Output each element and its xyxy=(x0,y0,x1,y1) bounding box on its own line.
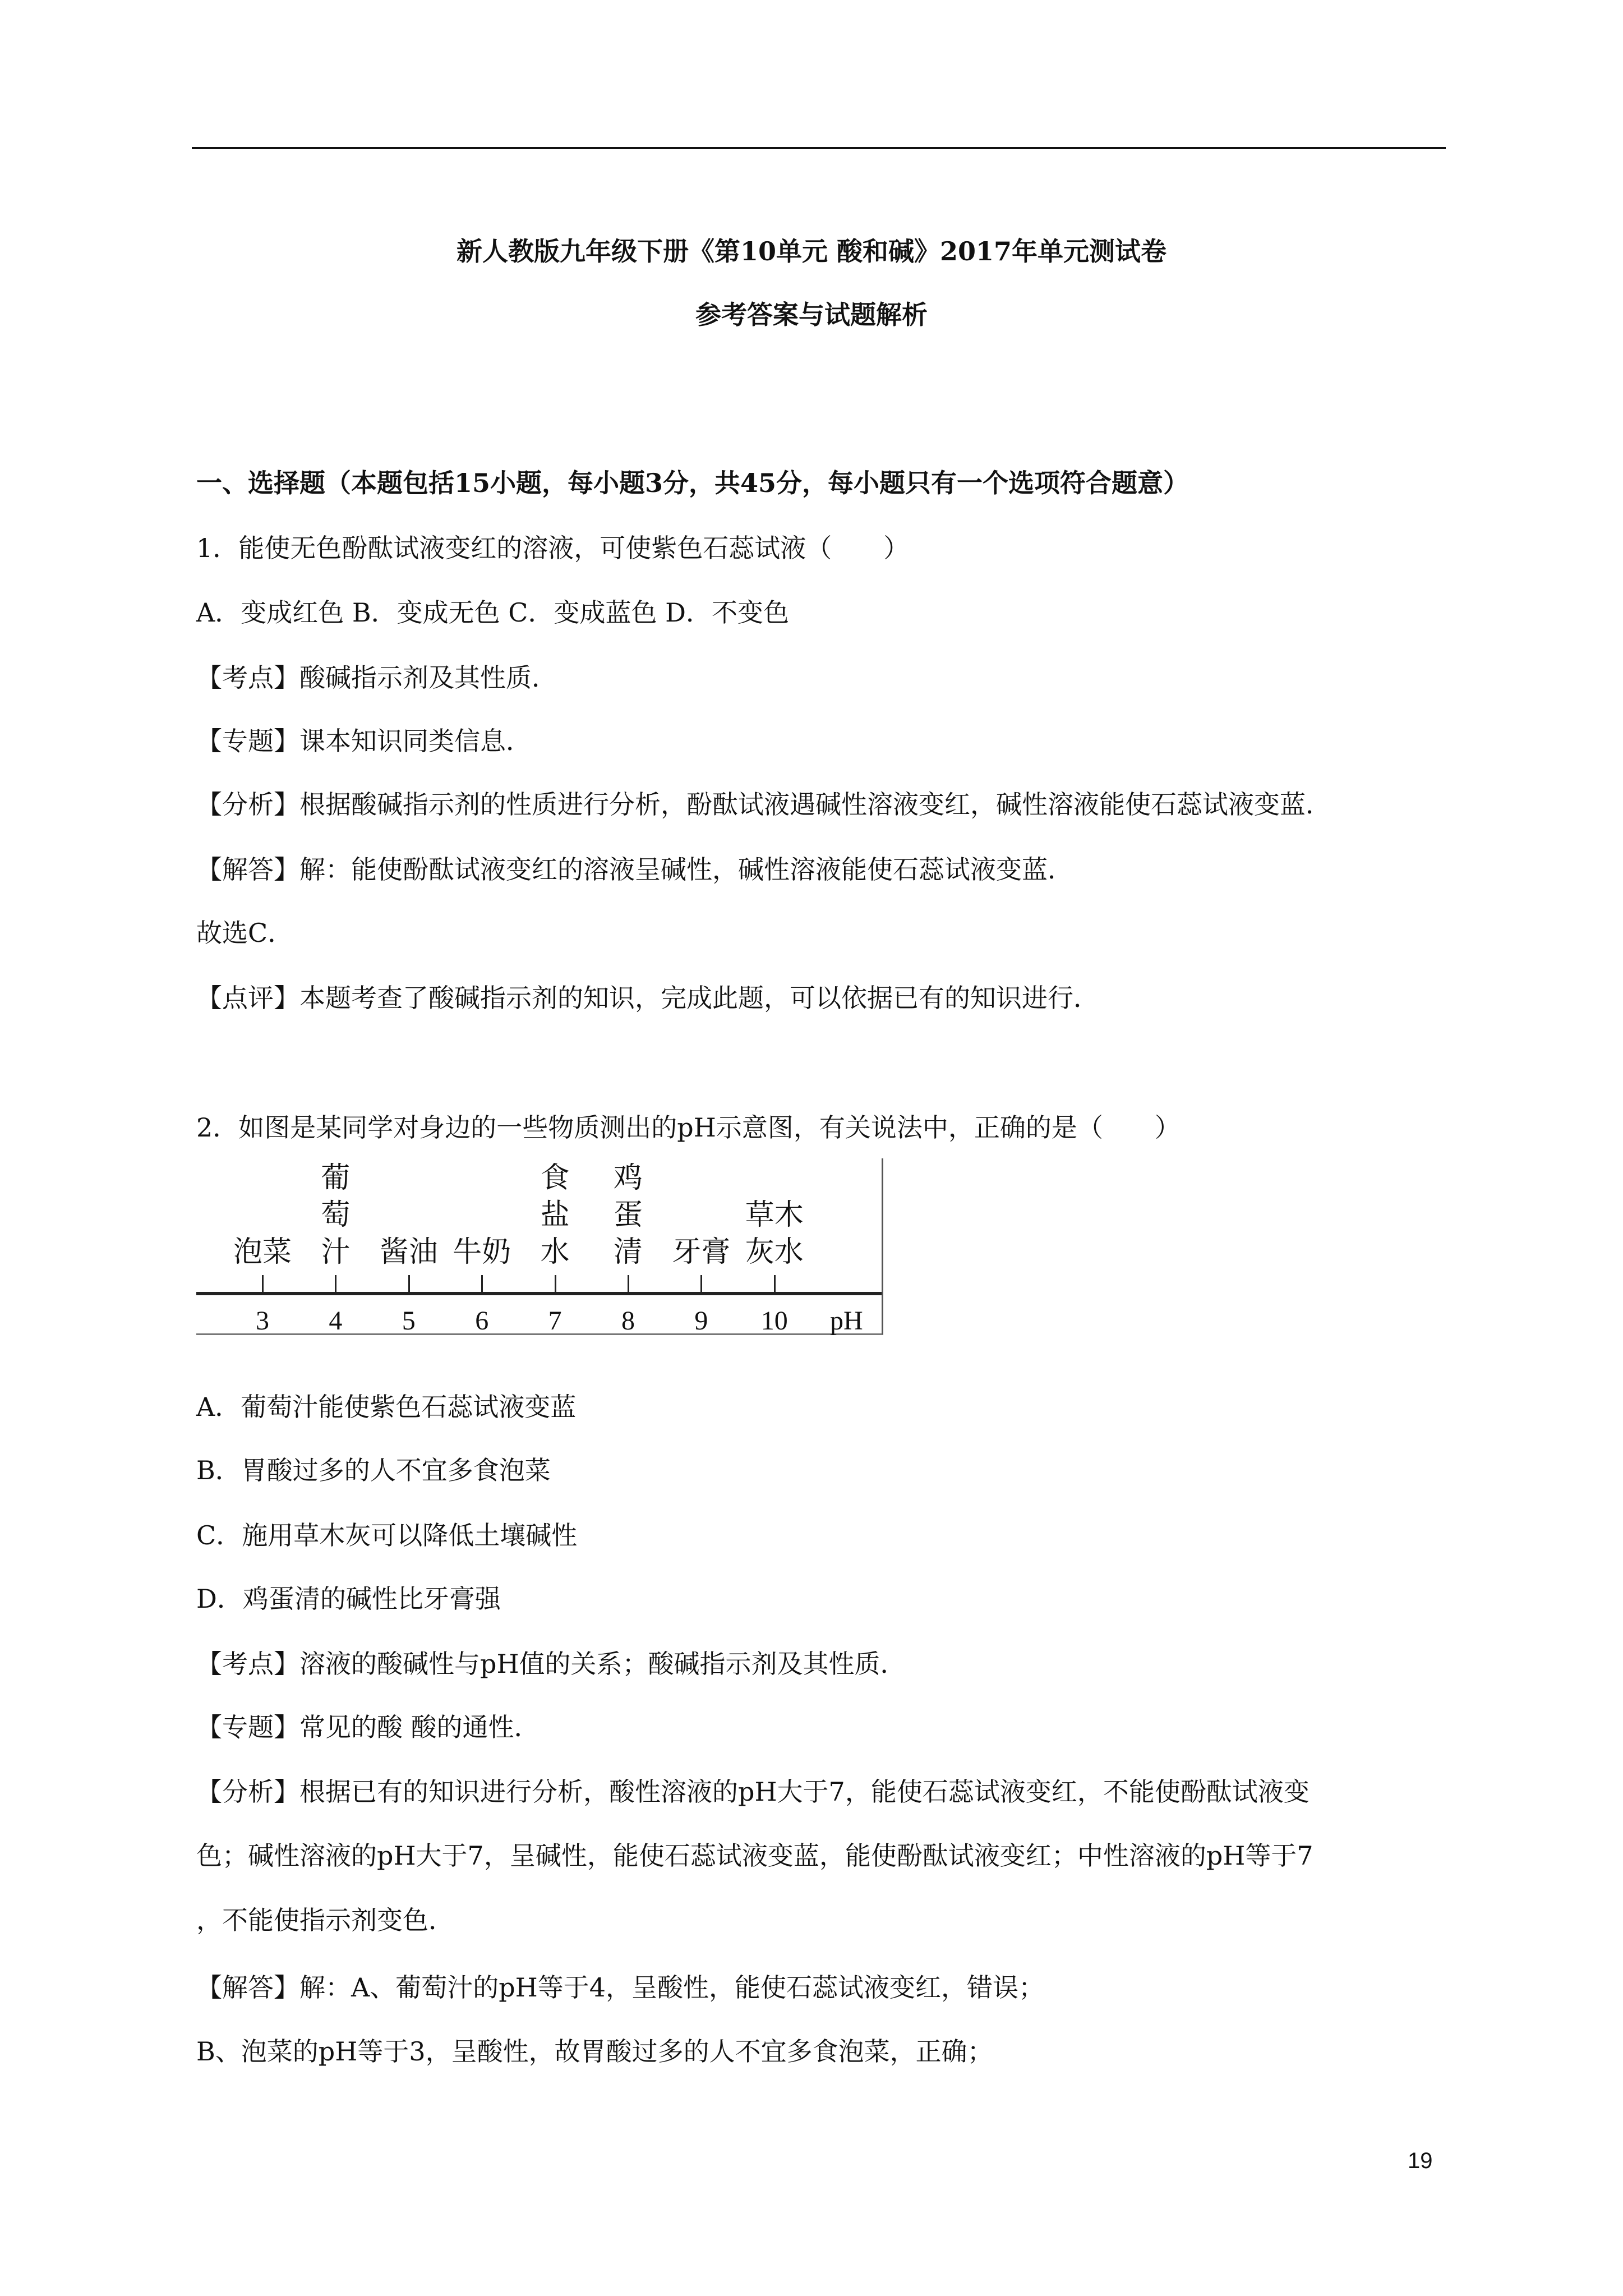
q2-option-d: D．鸡蛋清的碱性比牙膏强 xyxy=(196,1584,501,1614)
q2-jieda-line2: B、泡菜的pH等于3，呈酸性，故胃酸过多的人不宜多食泡菜，正确； xyxy=(196,2036,993,2067)
q2-option-b: B．胃酸过多的人不宜多食泡菜 xyxy=(196,1455,551,1485)
header-rule xyxy=(192,147,1446,149)
ph-substance-label xyxy=(614,1159,643,1271)
q1-fenxi: 【分析】根据酸碱指示剂的性质进行分析，酚酞试液遇碱性溶液变红，碱性溶液能使石蕊试液变蓝． xyxy=(196,789,1331,820)
ph-substance-label-line: 清 xyxy=(613,1235,643,1269)
ph-substance-label-line: 鸡 xyxy=(613,1161,643,1195)
ph-substance-label-line: 牙膏 xyxy=(672,1235,731,1269)
ph-tick-label: 5 xyxy=(402,1306,416,1336)
q2-option-c: C．施用草木灰可以降低土壤碱性 xyxy=(196,1520,578,1550)
ph-tick xyxy=(774,1275,776,1293)
q1-answer: 故选C． xyxy=(196,918,294,948)
q2-fenxi-line3: ，不能使指示剂变色． xyxy=(196,1905,454,1935)
ph-axis-label: pH xyxy=(830,1306,863,1336)
ph-tick xyxy=(700,1275,702,1293)
ph-substance-label-line: 牛奶 xyxy=(453,1235,511,1269)
ph-tick xyxy=(262,1275,264,1293)
q2-jieda-line1: 【解答】解：A、葡萄汁的pH等于4，呈酸性，能使石蕊试液变红，错误； xyxy=(196,1972,1045,2003)
q1-options: A．变成红色 B．变成无色 C．变成蓝色 D．不变色 xyxy=(196,597,789,628)
q1-zhuanti: 【专题】课本知识同类信息． xyxy=(196,726,532,756)
ph-substance-label xyxy=(453,1234,511,1271)
document-subtitle: 参考答案与试题解析 xyxy=(695,300,928,330)
q1-jieda: 【解答】解：能使酚酞试液变红的溶液呈碱性，碱性溶液能使石蕊试液变蓝． xyxy=(196,854,1073,885)
q2-zhuanti: 【专题】常见的酸 酸的通性． xyxy=(196,1712,540,1742)
q2-option-a: A．葡萄汁能使紫色石蕊试液变蓝 xyxy=(196,1392,577,1422)
ph-substance-label-line: 蛋 xyxy=(613,1198,643,1232)
ph-tick-label: 6 xyxy=(475,1306,489,1336)
ph-substance-label: 草木灰水 xyxy=(745,1198,804,1269)
page-number: 19 xyxy=(1408,2148,1433,2173)
ph-tick-label: 4 xyxy=(329,1306,343,1336)
ph-substance-label-line: 泡菜 xyxy=(233,1235,292,1269)
q2-stem: 2．如图是某同学对身边的一些物质测出的pH示意图，有关说法中，正确的是（ ） xyxy=(196,1112,1181,1143)
ph-substance-label: 食盐水 xyxy=(540,1161,570,1269)
ph-tick-label: 7 xyxy=(548,1306,562,1336)
ph-substance-label xyxy=(233,1234,292,1271)
ph-tick xyxy=(408,1275,410,1293)
q2-kaodian: 【考点】溶液的酸碱性与pH值的关系；酸碱指示剂及其性质． xyxy=(196,1649,906,1679)
ph-substance-label-line: 葡 xyxy=(321,1161,351,1195)
document-title: 新人教版九年级下册《第10单元 酸和碱》2017年单元测试卷 xyxy=(456,236,1167,266)
ph-tick-label: 3 xyxy=(256,1306,269,1336)
q2-fenxi-line1: 【分析】根据已有的知识进行分析，酸性溶液的pH大于7，能使石蕊试液变红，不能使酚酞试液变 xyxy=(196,1777,1310,1807)
ph-substance-label-line: 汁 xyxy=(321,1235,351,1269)
q2-fenxi-line2: 色；碱性溶液的pH大于7，呈碱性，能使石蕊试液变蓝，能使酚酞试液变红；中性溶液的pH等于7 xyxy=(196,1841,1313,1871)
ph-tick xyxy=(555,1275,556,1293)
ph-tick-label: 9 xyxy=(694,1306,708,1336)
q1-stem: 1．能使无色酚酞试液变红的溶液，可使紫色石蕊试液（ ） xyxy=(196,533,910,563)
q1-dianping: 【点评】本题考查了酸碱指示剂的知识，完成此题，可以依据已有的知识进行． xyxy=(196,983,1099,1013)
ph-tick-label: 8 xyxy=(621,1306,635,1336)
ph-diagram xyxy=(196,1158,883,1335)
ph-substance-label-line: 酱油 xyxy=(379,1235,438,1269)
q1-kaodian: 【考点】酸碱指示剂及其性质． xyxy=(196,662,557,693)
section-heading: 一、选择题（本题包括15小题，每小题3分，共45分，每小题只有一个选项符合题意） xyxy=(196,468,1189,498)
ph-axis xyxy=(196,1292,882,1295)
ph-tick xyxy=(481,1275,483,1293)
ph-substance-label-line: 萄 xyxy=(321,1198,351,1232)
ph-tick xyxy=(335,1275,336,1293)
ph-tick-label: 10 xyxy=(760,1306,788,1336)
ph-substance-label xyxy=(672,1234,730,1271)
ph-tick xyxy=(628,1275,629,1293)
ph-substance-label xyxy=(380,1234,438,1271)
ph-substance-label xyxy=(321,1159,350,1271)
